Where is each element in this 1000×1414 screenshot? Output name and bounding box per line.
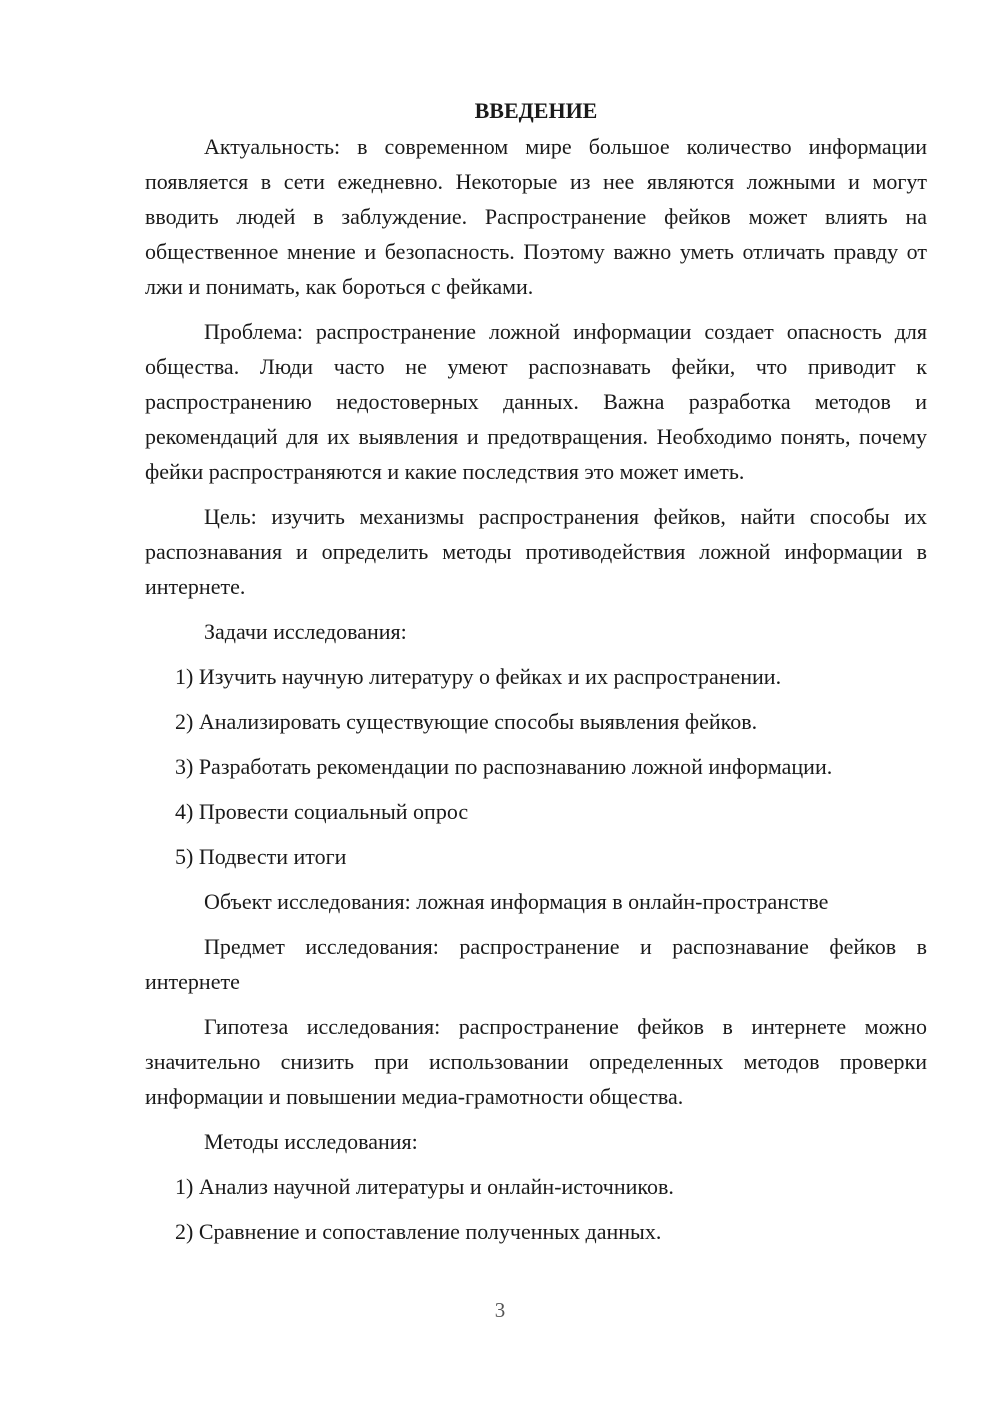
paragraph-object: Объект исследования: ложная информация в онлайн-пространстве (204, 889, 829, 914)
task-item-1: 1) Изучить научную литературу о фейках и их распространении. (175, 664, 782, 689)
task-item-3: 3) Разработать рекомендации по распознаванию ложной информации. (175, 754, 833, 779)
section-title: ВВЕДЕНИЕ (474, 98, 598, 123)
paragraph-hypothesis: Гипотеза исследования: распространение фейков в интернете можно значительно снизить при использовании определенных методов проверки информации и повышении медиа-грамотности общества. (145, 1014, 927, 1109)
document-page (145, 93, 927, 1259)
method-item-2: 2) Сравнение и сопоставление полученных данных. (175, 1219, 662, 1244)
task-item-5: 5) Подвести итоги (175, 844, 347, 869)
paragraph-relevance: Актуальность: в современном мире большое количество информации появляется в сети ежедневно. Некоторые из нее являются ложными и могут вводить людей в заблуждение. Распространение фейков может влиять на общественное мнение и безопасность. Поэтому важно уметь отличать правду от лжи и понимать, как бороться с фейками. (145, 134, 927, 299)
method-item-1: 1) Анализ научной литературы и онлайн-источников. (175, 1174, 674, 1199)
paragraph-subject: Предмет исследования: распространение и распознавание фейков в интернете (145, 934, 927, 994)
paragraph-goal: Цель: изучить механизмы распространения фейков, найти способы их распознавания и определить методы противодействия ложной информации в интернете. (145, 504, 927, 599)
task-item-2: 2) Анализировать существующие способы выявления фейков. (175, 709, 758, 734)
paragraph-problem: Проблема: распространение ложной информации создает опасность для общества. Люди часто не умеют распознавать фейки, что приводит к распространению недостоверных данных. Важна разработка методов и рекомендаций для их выявления и предотвращения. Необходимо понять, почему фейки распространяются и какие последствия это может иметь. (145, 319, 927, 484)
methods-heading: Методы исследования: (204, 1129, 418, 1154)
page-number: 3 (494, 1298, 506, 1322)
task-item-4: 4) Провести социальный опрос (175, 799, 469, 824)
tasks-heading: Задачи исследования: (204, 619, 407, 644)
